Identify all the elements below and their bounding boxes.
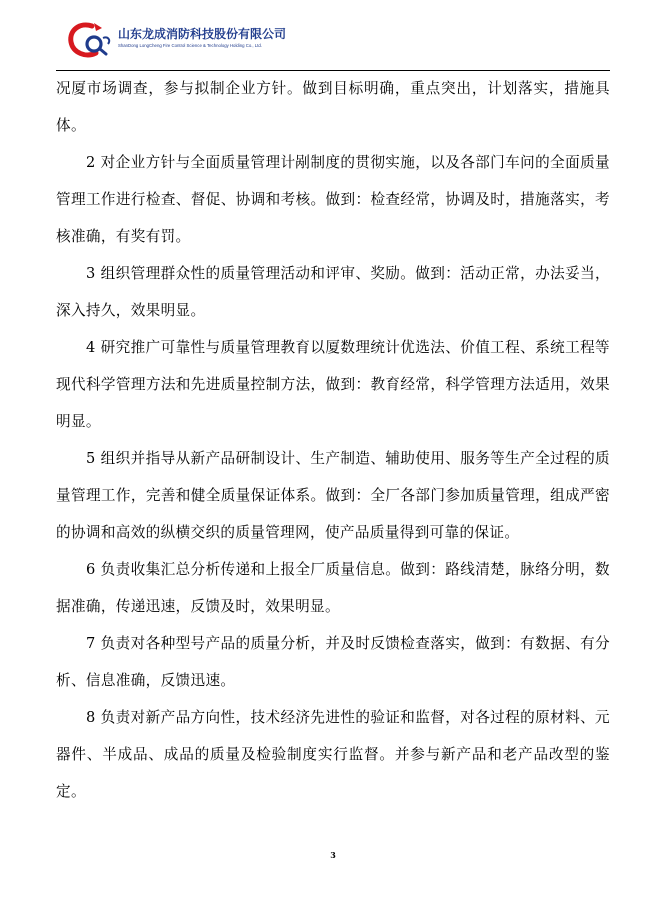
page-header — [56, 18, 610, 71]
paragraph: 5 组织并指导从新产品研制设计、生产制造、辅助使用、服务等生产全过程的质量管理工作，完善和健全质量保证体系。做到：全厂各部门参加质量管理，组成严密的协调和高效的纵横交织的质量管理网，使产品质量得到可靠的保证。 — [56, 450, 610, 541]
paragraph: 3 组织管理群众性的质量管理活动和评审、奖励。做到：活动正常，办法妥当，深入持久，效果明显。 — [56, 265, 610, 319]
paragraph: 况厦市场调查，参与拟制企业方针。做到目标明确，重点突出，计划落实，措施具体。 — [56, 80, 610, 134]
paragraph: 8 负责对新产品方向性，技术经济先进性的验证和监督，对各过程的原材料、元器件、半成品、成品的质量及检验制度实行监督。并参与新产品和老产品改型的鉴定。 — [56, 709, 610, 800]
paragraph: 7 负责对各种型号产品的质量分析，并及时反馈检查落实，做到：有数据、有分析、信息准确，反馈迅速。 — [56, 635, 610, 689]
company-logo-icon — [66, 20, 112, 60]
document-body — [56, 70, 610, 810]
paragraph: 4 研究推广可靠性与质量管理教育以厦数理统计优选法、价值工程、系统工程等现代科学管理方法和先进质量控制方法，做到：教育经常，科学管理方法适用，效果明显。 — [56, 339, 610, 430]
company-name-en: ShanDong LongCheng Fire Control Science & Technology Holding Co., Ltd. — [118, 43, 262, 48]
paragraph: 6 负责收集汇总分析传递和上报全厂质量信息。做到：路线清楚，脉络分明，数据准确，传递迅速，反馈及时，效果明显。 — [56, 561, 610, 615]
page-number: 3 — [330, 850, 336, 860]
company-name-cn: 山东龙成消防科技股份有限公司 — [118, 27, 287, 41]
paragraph: 2 对企业方针与全面质量管理计剐制度的贯彻实施，以及各部门车问的全面质量管理工作进行检查、督促、协调和考核。做到：检查经常，协调及时，措施落实，考核准确，有奖有罚。 — [56, 154, 610, 245]
company-name-block — [118, 26, 286, 49]
